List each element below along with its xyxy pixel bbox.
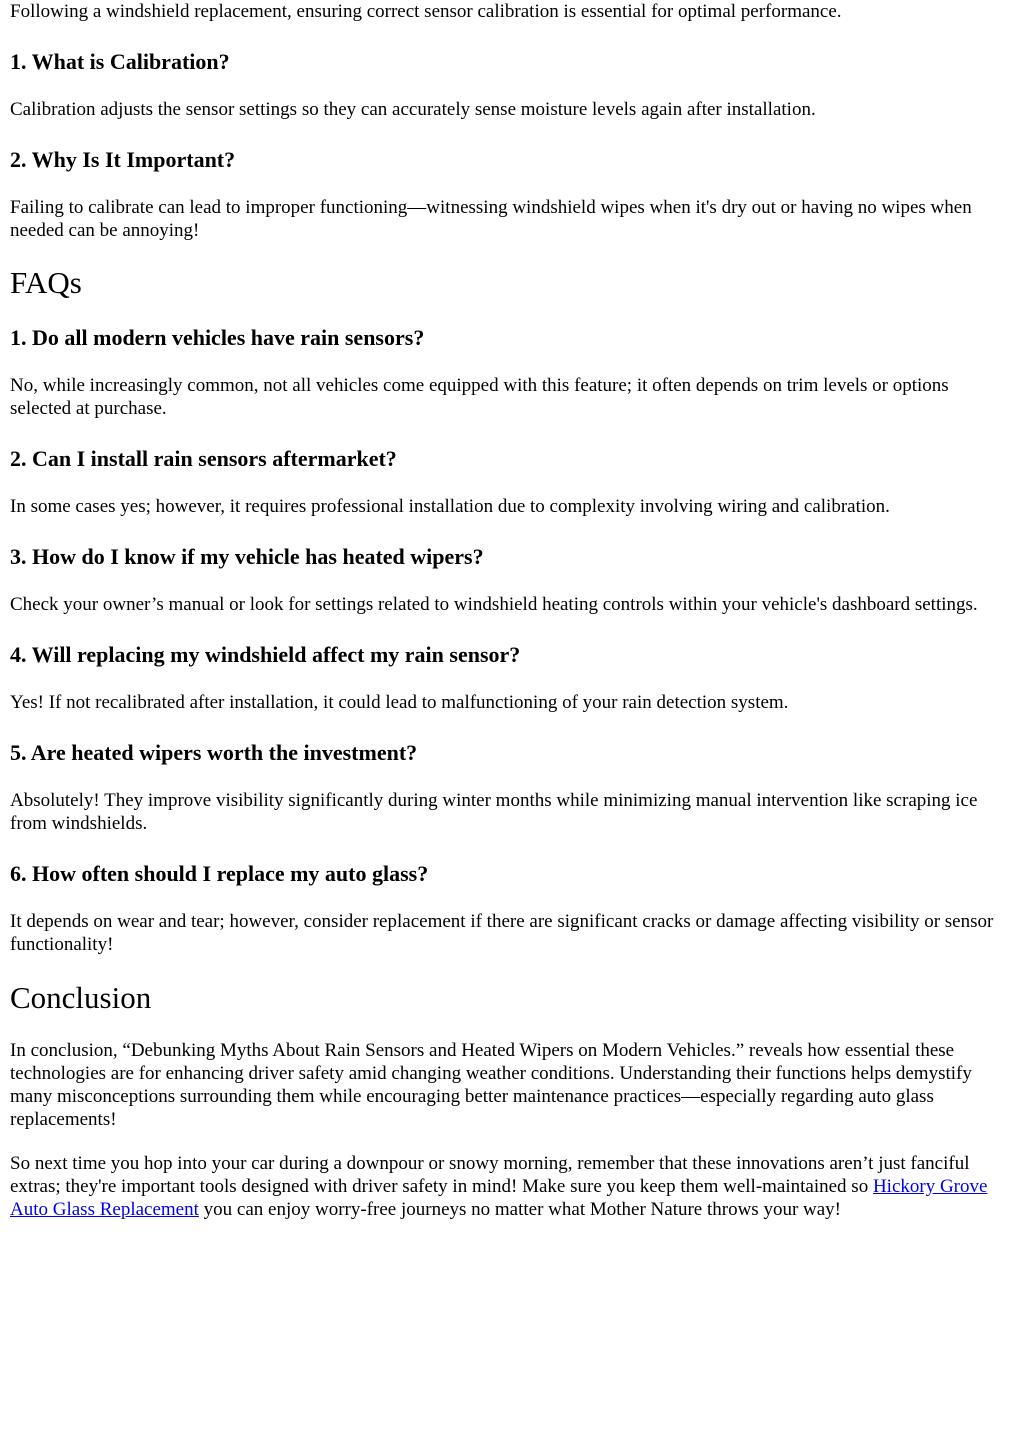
conclusion-paragraph-2-start: So next time you hop into your car during a downpour or snowy morning, remember that these innovations aren’t just fanciful extras; they're important tools designed with driver safety in mind! Make sure you keep them well-maintained so xyxy=(10,1153,970,1197)
faq-answer-1: No, while increasingly common, not all vehicles come equipped with this feature; it often depends on trim levels or options selected at purchase. xyxy=(10,375,949,419)
faq-answer-3: Check your owner’s manual or look for settings related to windshield heating controls within your vehicle's dashboard settings. xyxy=(10,594,978,615)
calibration-heading-2: 2. Why Is It Important? xyxy=(10,147,236,172)
calibration-body-2: Failing to calibrate can lead to improper functioning—witnessing windshield wipes when it's dry out or having no wipes when needed can be annoying! xyxy=(10,197,972,241)
hickory-grove-link[interactable]: Hickory Grove Auto Glass Replacement xyxy=(10,1176,988,1220)
faq-answer-6: It depends on wear and tear; however, consider replacement if there are significant cracks or damage affecting visibility or sensor functionality! xyxy=(10,911,994,955)
faq-answer-5: Absolutely! They improve visibility significantly during winter months while minimizing manual intervention like scraping ice from windshields. xyxy=(10,790,978,834)
faq-question-1: 1. Do all modern vehicles have rain sensors? xyxy=(10,325,425,350)
calibration-body-1: Calibration adjusts the sensor settings so they can accurately sense moisture levels again after installation. xyxy=(10,99,816,120)
conclusion-paragraph-2-end: you can enjoy worry-free journeys no matter what Mother Nature throws your way! xyxy=(198,1199,842,1220)
faq-question-6: 6. How often should I replace my auto glass? xyxy=(10,861,429,886)
faq-answer-4: Yes! If not recalibrated after installation, it could lead to malfunctioning of your rain detection system. xyxy=(10,692,789,713)
faq-question-2: 2. Can I install rain sensors aftermarket? xyxy=(10,446,397,471)
intro-paragraph: Following a windshield replacement, ensuring correct sensor calibration is essential for optimal performance. xyxy=(10,1,842,22)
faq-question-3: 3. How do I know if my vehicle has heated wipers? xyxy=(10,544,484,569)
conclusion-paragraph-2 xyxy=(10,1152,1014,1221)
faq-question-4: 4. Will replacing my windshield affect my rain sensor? xyxy=(10,642,521,667)
faq-question-5: 5. Are heated wipers worth the investment? xyxy=(10,740,418,765)
conclusion-title: Conclusion xyxy=(10,980,152,1015)
faq-answer-2: In some cases yes; however, it requires professional installation due to complexity involving wiring and calibration. xyxy=(10,496,890,517)
calibration-heading-1: 1. What is Calibration? xyxy=(10,49,230,74)
faqs-title: FAQs xyxy=(10,265,82,300)
conclusion-paragraph-1: In conclusion, “Debunking Myths About Rain Sensors and Heated Wipers on Modern Vehicles.” reveals how essential these technologies are for enhancing driver safety amid changing weather conditions. Understanding their functions helps demystify many misconceptions surrounding them while encouraging better maintenance practices—especially regarding auto glass replacements! xyxy=(10,1040,972,1130)
